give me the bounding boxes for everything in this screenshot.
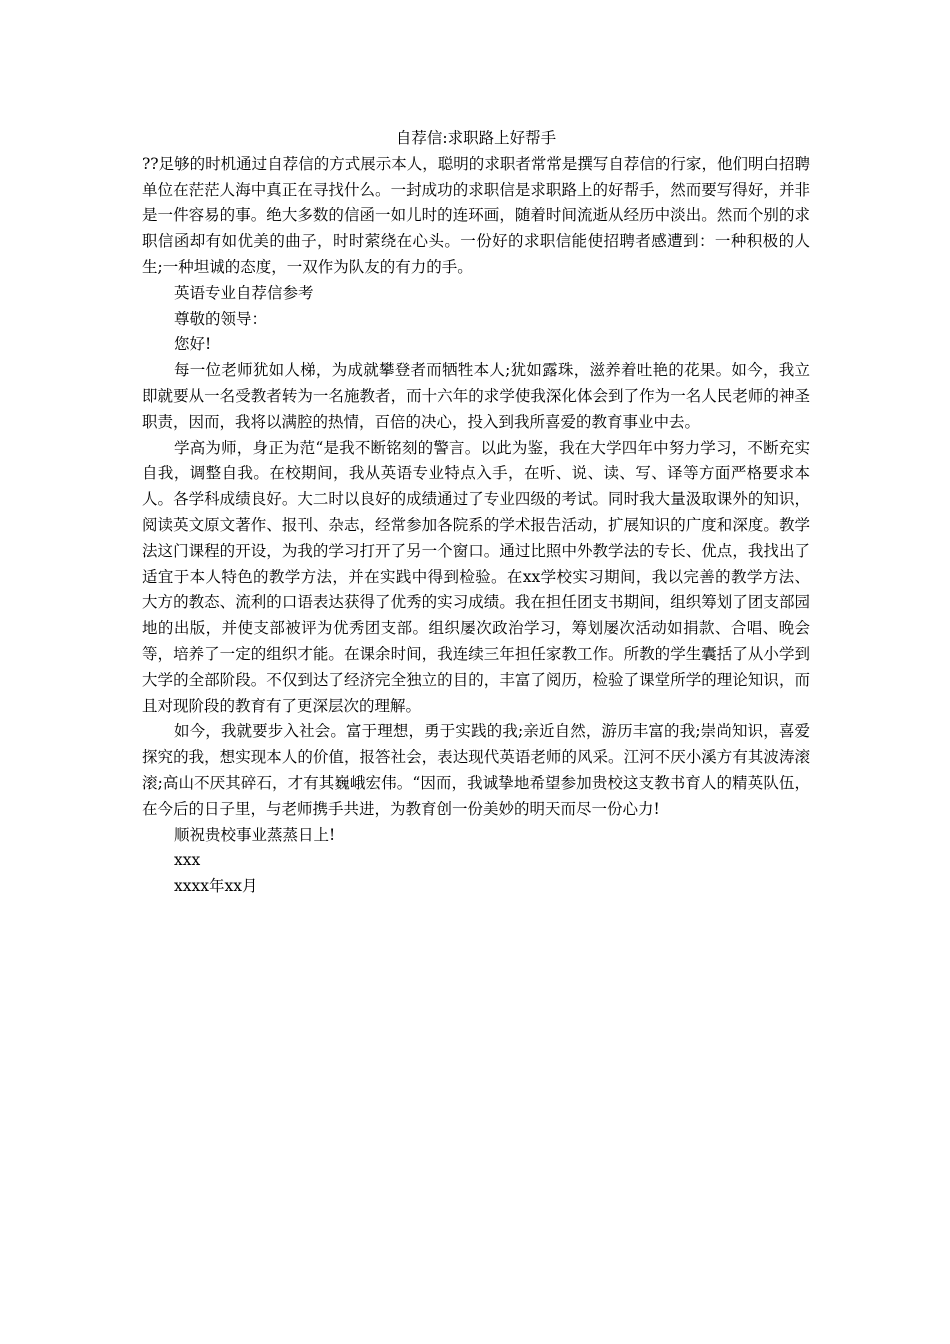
body-paragraph-3: 如今，我就要步入社会。富于理想，勇于实践的我;亲近自然，游历丰富的我;崇尚知识，喜爱探究的我，想实现本人的价值，报答社会，表达现代英语老师的风采。江河不厌小溪方有其波涛滚滚;高山不厌其碎石，才有其巍峨宏伟。“因而，我诚挚地希望参加贵校这支教书育人的精英队伍，在今后的日子里，与老师携手共进，为教育创一份美妙的明天而尽一份心力!	[142, 722, 810, 818]
document-title: 自荐信:求职路上好帮手	[395, 129, 557, 147]
signature: xxx	[174, 851, 201, 870]
body-paragraph-2: 学高为师，身正为范“是我不断铭刻的警言。以此为鉴，我在大学四年中努力学习，不断充实自我，调整自我。在校期间，我从英语专业特点入手，在听、说、读、写、译等方面严格要求本人。各学科成绩良好。大二时以良好的成绩通过了专业四级的考试。同时我大量汲取课外的知识，阅读英文原文著作、报刊、杂志，经常参加各院系的学术报告活动，扩展知识的广度和深度。教学法这门课程的开设，为我的学习打开了另一个窗口。通过比照中外教学法的专长、优点，我找出了适宜于本人特色的教学方法，并在实践中得到检验。在xx学校实习期间，我以完善的教学方法、大方的教态、流利的口语表达获得了优秀的实习成绩。我在担任团支书期间，组织筹划了团支部园地的出版，并使支部被评为优秀团支部。组织屡次政治学习，筹划屡次活动如捐款、合唱、晚会等，培养了一定的组织才能。在课余时间，我连续三年担任家教工作。所教的学生囊括了从小学到大学的全部阶段。不仅到达了经济完全独立的目的，丰富了阅历，检验了课堂所学的理论知识，而且对现阶段的教育有了更深层次的理解。	[142, 438, 810, 715]
salutation: 尊敬的领导：	[174, 309, 268, 328]
body-paragraph-1: 每一位老师犹如人梯，为成就攀登者而牺牲本人;犹如露珠，滋养着吐艳的花果。如今，我立即就要从一名受教者转为一名施教者，而十六年的求学使我深化体会到了作为一名人民老师的神圣职责，因而，我将以满腔的热情，百倍的决心，投入到我所喜爱的教育事业中去。	[142, 361, 810, 431]
intro-paragraph: ??足够的时机通过自荐信的方式展示本人，聪明的求职者常常是撰写自荐信的行家，他们明白招聘单位在茫茫人海中真正在寻找什么。一封成功的求职信是求职路上的好帮手，然而要写得好，并非是一件容易的事。绝大多数的信函一如儿时的连环画，随着时间流逝从经历中淡出。然而个别的求职信函却有如优美的曲子，时时萦绕在心头。一份好的求职信能使招聘者感遭到：一种积极的人生;一种坦诚的态度，一双作为队友的有力的手。	[142, 154, 810, 276]
greeting: 您好!	[174, 335, 212, 354]
date-line: xxxx年xx月	[174, 877, 258, 896]
document-page	[142, 126, 810, 900]
letter-subtitle: 英语专业自荐信参考	[174, 283, 314, 302]
closing-line: 顺祝贵校事业蒸蒸日上!	[174, 825, 336, 844]
